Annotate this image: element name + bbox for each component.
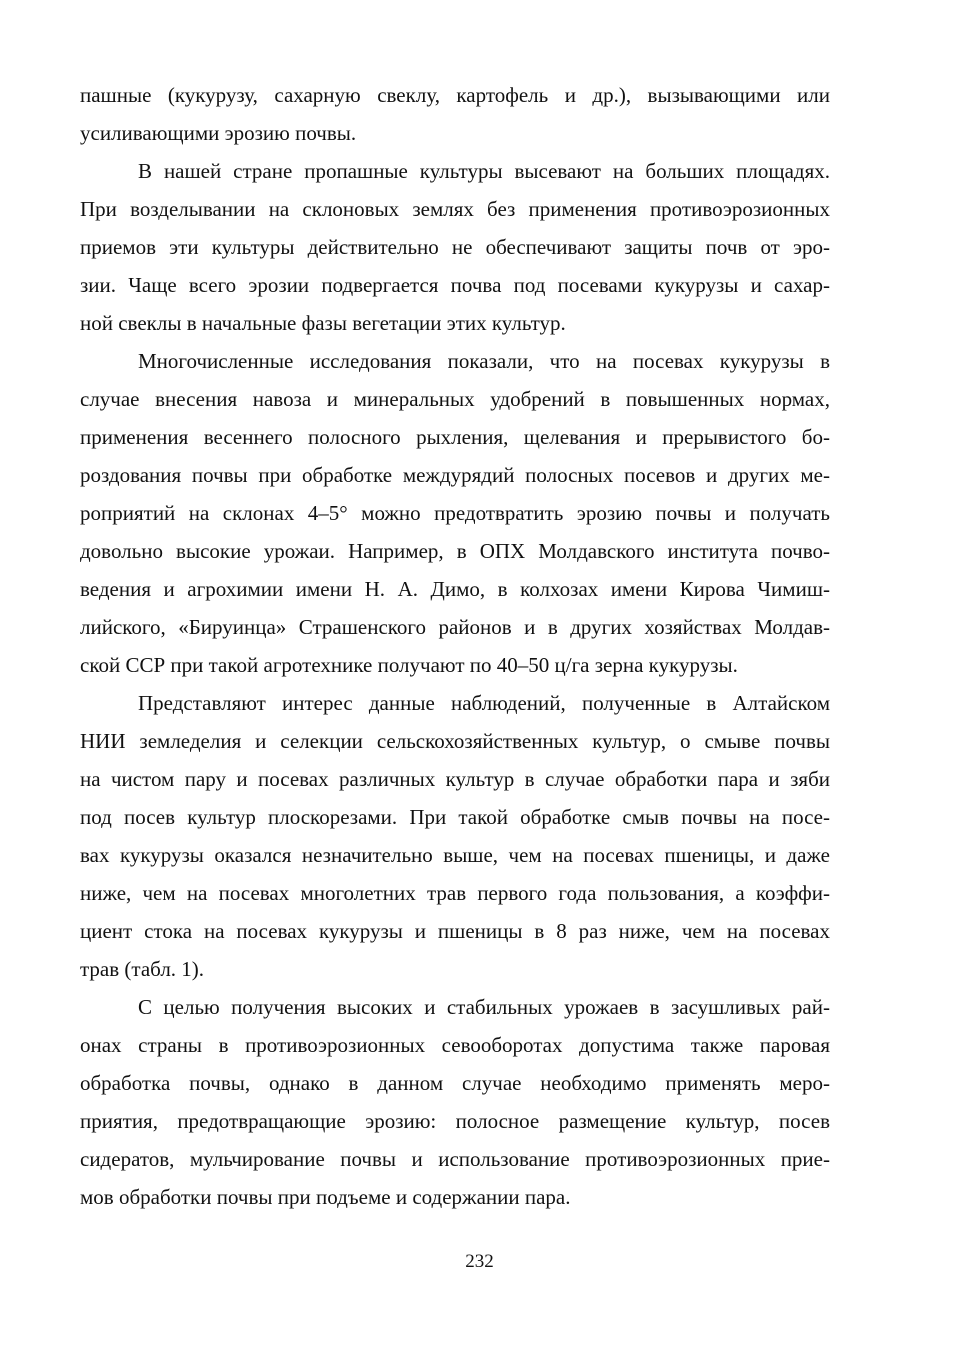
text-line: лийского, «Бируинца» Страшенского районов и в других хозяйствах Молдав- (80, 615, 830, 639)
text-line: роприятий на склонах 4–5° можно предотвратить эрозию почвы и получать (80, 501, 830, 525)
page-number: 232 (465, 1251, 494, 1272)
text-line: ведения и агрохимии имени Н. А. Димо, в колхозах имени Кирова Чимиш- (80, 577, 830, 601)
text-line: зии. Чаще всего эрозии подвергается почва под посевами кукурузы и сахар- (80, 273, 830, 297)
text-line: пашные (кукурузу, сахарную свеклу, картофель и др.), вызывающими или (80, 83, 830, 107)
text-line: на чистом пару и посевах различных культур в случае обработки пара и зяби (80, 767, 830, 791)
text-line: случае внесения навоза и минеральных удобрений в повышенных нормах, (80, 387, 830, 411)
text-line: довольно высокие урожаи. Например, в ОПХ Молдавского института почво- (80, 539, 830, 563)
text-line: обработка почвы, однако в данном случае необходимо применять меро- (80, 1071, 830, 1095)
body-text (80, 76, 830, 1216)
text-line: применения весеннего полосного рыхления, щелевания и прерывистого бо- (80, 425, 830, 449)
text-line: приятия, предотвращающие эрозию: полосное размещение культур, посев (80, 1109, 830, 1133)
text-line: роздования почвы при обработке междурядий полосных посевов и других ме- (80, 463, 830, 487)
text-line: онах страны в противоэрозионных севооборотах допустима также паровая (80, 1033, 830, 1057)
text-line: Представляют интерес данные наблюдений, полученные в Алтайском (138, 691, 830, 715)
text-line: циент стока на посевах кукурузы и пшеницы в 8 раз ниже, чем на посевах (80, 919, 830, 943)
text-line: ниже, чем на посевах многолетних трав первого года пользования, а коэффи- (80, 881, 830, 905)
text-line: приемов эти культуры действительно не обеспечивают защиты почв от эро- (80, 235, 830, 259)
text-line: С целью получения высоких и стабильных урожаев в засушливых рай- (138, 995, 830, 1019)
text-line: НИИ земледелия и селекции сельскохозяйственных культур, о смыве почвы (80, 729, 830, 753)
text-line: ской ССР при такой агротехнике получают по 40–50 ц/га зерна кукурузы. (80, 653, 738, 677)
text-line: В нашей стране пропашные культуры высевают на больших площадях. (138, 159, 830, 183)
text-line: вах кукурузы оказался незначительно выше, чем на посевах пшеницы, и даже (80, 843, 830, 867)
text-line: трав (табл. 1). (80, 957, 205, 981)
text-line: сидератов, мульчирование почвы и использование противоэрозионных прие- (80, 1147, 830, 1171)
text-line: усиливающими эрозию почвы. (80, 121, 357, 145)
text-line: Многочисленные исследования показали, что на посевах кукурузы в (138, 349, 830, 373)
text-line: мов обработки почвы при подъеме и содержании пара. (80, 1185, 571, 1209)
text-line: ной свеклы в начальные фазы вегетации этих культур. (80, 311, 566, 335)
text-line: под посев культур плоскорезами. При такой обработке смыв почвы на посе- (80, 805, 830, 829)
text-line: При возделывании на склоновых землях без применения противоэрозионных (80, 197, 830, 221)
